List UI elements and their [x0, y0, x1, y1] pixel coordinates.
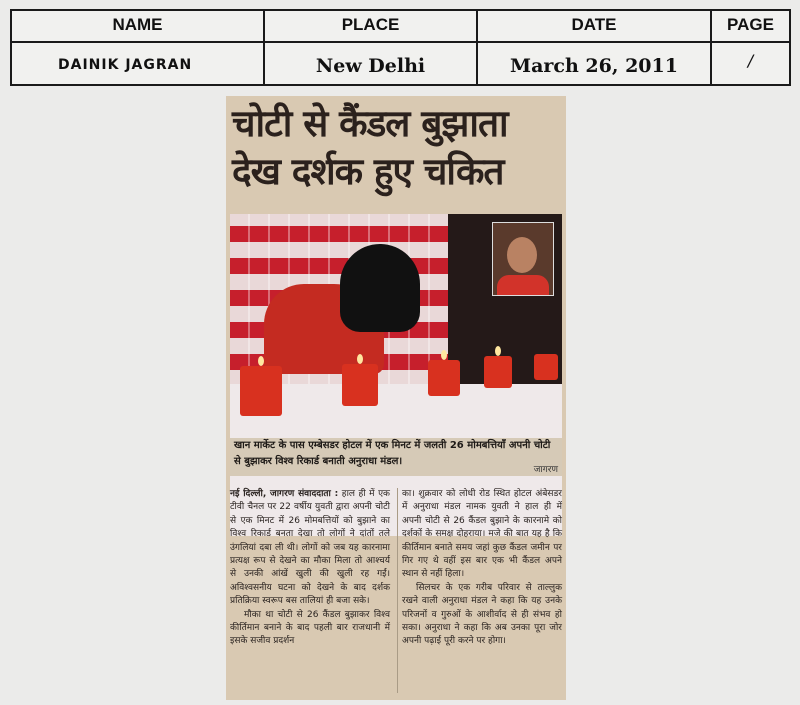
article-column-2	[402, 488, 562, 649]
photo-caption	[230, 438, 562, 476]
performer-hair	[340, 244, 420, 332]
candle-flame	[495, 346, 501, 356]
header-divider	[712, 41, 789, 43]
candle	[342, 364, 378, 406]
portrait-shirt	[497, 275, 549, 295]
date-label: DATE	[571, 15, 617, 34]
paragraph: मौका था चोटी से 26 कैंडल बुझाकर विश्व कीर्तिमान बनाने के बाद पहली बार राजधानी में इसके सजीव प्रदर्शन	[230, 609, 390, 647]
page-column	[712, 11, 789, 84]
candle	[428, 360, 460, 396]
header-divider	[12, 41, 263, 43]
caption-text: खान मार्केट के पास एम्बेसडर होटल में एक मिनट में जलती 26 मोमबत्तियाँ अपनी चोटी से बुझाकर विश्व रिकार्ड बनाती अनुराधा मंडल।	[234, 440, 551, 467]
page-value: /	[747, 51, 754, 70]
paragraph: का। शुक्रवार को लोधी रोड स्थित होटल अंबेसडर में अनुराधा मंडल नामक युवती ने हाल ही में अपनी चोटी से 26 कैंडल बुझाने के कारनामे को दर्शकों के समक्ष दोहराया। मजे की बात यह है कि कीर्तिमान बनाते समय जहां कुछ कैंडल जमीन पर गिर गए थे वहीं इस बार एक भी कैंडल अपने स्थान से नहीं हिला।	[402, 489, 562, 580]
date-value: March 26, 2011	[510, 55, 678, 77]
headline-line-1: चोटी से कैंडल बुझाता	[232, 102, 508, 145]
header-divider	[478, 41, 710, 43]
paragraph: सिलचर के एक गरीब परिवार से ताल्लुक रखने वाली अनुराधा मंडल ने कहा कि यह उनके परिजनों व गुरुओं के आशीर्वाद से ही संभव हो सका। अनुराधा ने कहा कि अब उनका पूरा जोर अपनी पढ़ाई पूरी करने पर होगा।	[402, 582, 562, 647]
place-column	[265, 11, 478, 84]
place-value: New Delhi	[315, 55, 426, 77]
headline-line-2: देख दर्शक हुए चकित	[232, 150, 504, 193]
place-label: PLACE	[341, 15, 400, 34]
date-column	[478, 11, 712, 84]
name-column	[12, 11, 265, 84]
newspaper-clipping	[226, 96, 566, 700]
inset-portrait	[492, 222, 554, 296]
column-rule	[397, 488, 398, 693]
photo-credit: जागरण	[533, 465, 558, 475]
page-label: PAGE	[727, 15, 774, 34]
candle-flame	[441, 350, 447, 360]
candle	[484, 356, 512, 388]
paragraph	[230, 488, 390, 609]
paragraph-text: हाल ही में एक टीवी चैनल पर 22 वर्षीय युवती द्वारा अपनी चोटी से एक मिनट में 26 मोमबत्तियों को बुझाने का विश्व रिकार्ड बनता देखा तो लोगों ने दांतों तले उंगलियां दबा ली थी। लोगों को जब यह कारनामा प्रत्यक्ष रूप से देखने का मौका मिला तो आश्चर्य से उनकी आंखें खुली की खुली रह गईं। अविश्वसनीय घटना को देखने के बाद दर्शक प्रतिक्रिया स्वरूप बस तालियां ही बजा सके।	[230, 489, 390, 607]
dateline: नई दिल्ली, जागरण संवाददाता :	[230, 489, 339, 499]
newspaper-name: DAINIK JAGRAN	[58, 57, 193, 73]
portrait-face	[507, 237, 537, 273]
candle-flame	[357, 354, 363, 364]
candle-flame	[258, 356, 264, 366]
article-headline	[232, 100, 560, 196]
article-column-1	[230, 488, 390, 649]
clipping-header-table	[10, 9, 791, 86]
name-label: NAME	[112, 15, 163, 34]
candle	[534, 354, 558, 380]
header-divider	[265, 41, 476, 43]
candle	[240, 366, 282, 416]
